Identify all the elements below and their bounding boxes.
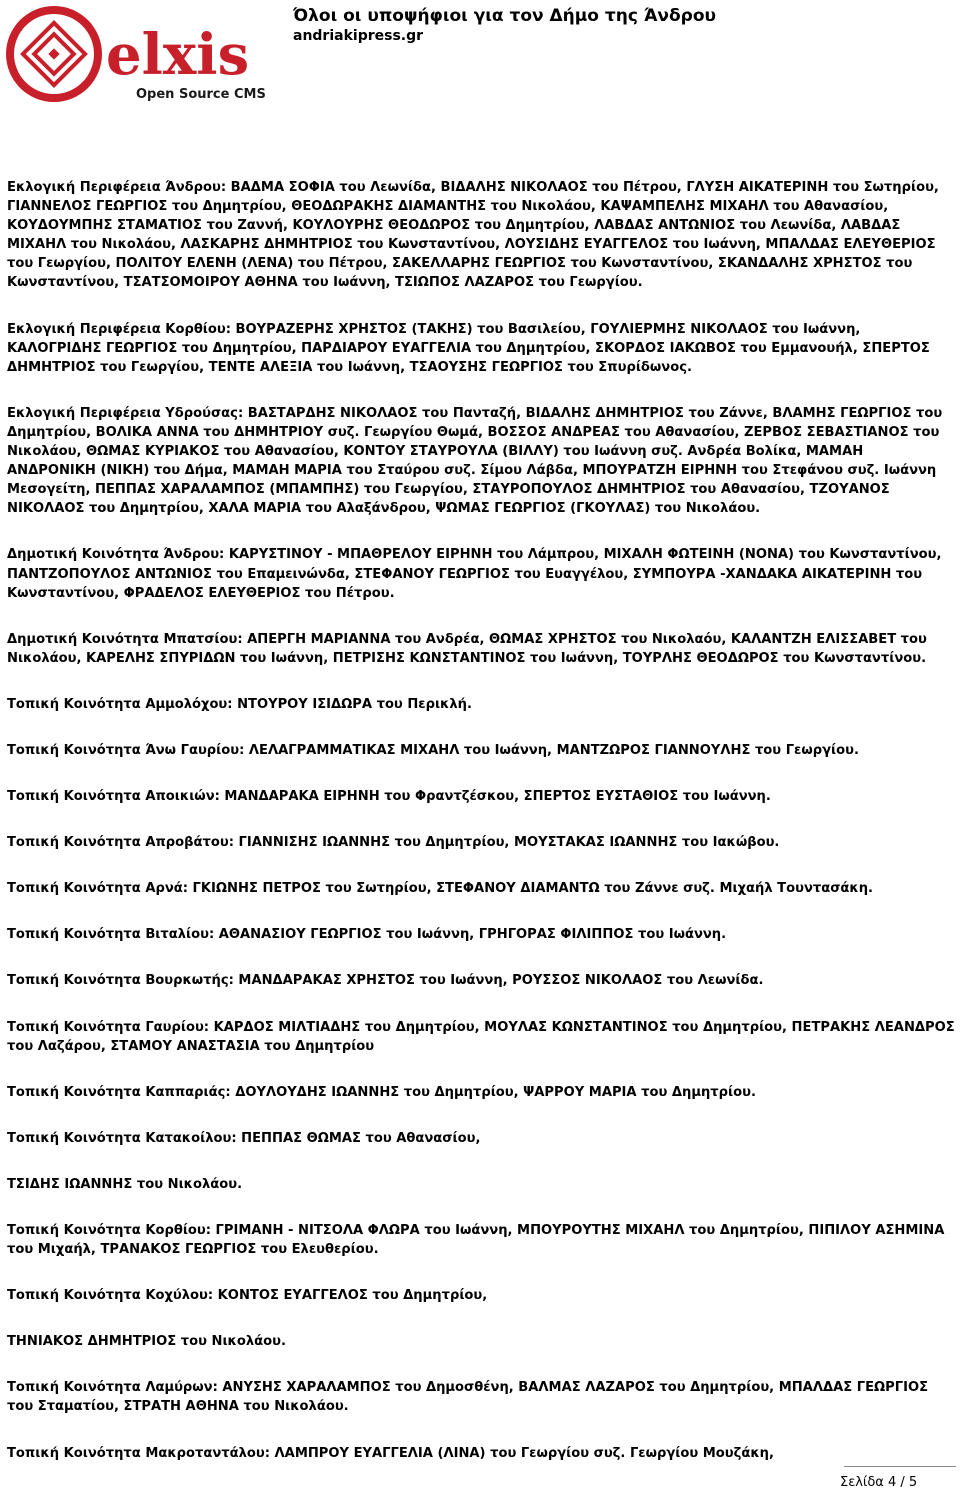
footer-divider — [844, 1466, 956, 1467]
paragraph-lamyra: Τοπική Κοινότητα Λαμύρων: ΑΝΥΣΗΣ ΧΑΡΑΛΑΜΠΟΣ του Δημοσθένη, ΒΑΛΜΑΣ ΛΑΖΑΡΟΣ του Δημητρίου, ΜΠΑΛΔΑΣ ΓΕΩΡΓΙΟΣ του Σταματίου, ΣΤΡΑΤΗ ΑΘΗΝΑ του Νικολάου. — [7, 1380, 929, 1415]
paragraph-andros-community: Δημοτική Κοινότητα Άνδρου: ΚΑΡΥΣΤΙΝΟΥ - ΜΠΑΘΡΕΛΟΥ ΕΙΡΗΝΗ του Λάμπρου, ΜΙΧΑΛΗ ΦΩΤΕΙΝΗ (ΝΟΝΑ) του Κωνσταντίνου, ΠΑΝΤΖΟΠΟΥΛΟΣ ΑΝΤΩΝΙΟΣ του Επαμεινώνδα, ΣΤΕΦΑΝΟΥ ΓΕΩΡΓΙΟΣ του Ευαγγέλου, ΣΥΜΠΟΥΡΑ -ΧΑΝΔΑΚΑ ΑΙΚΑΤΕΡΙΝΗ του Κωνσταντίνου, ΦΡΑΔΕΛΟΣ ΕΛΕΥΘΕΡΙΟΣ του Πέτρου. — [7, 547, 942, 601]
paragraph-gavrio: Τοπική Κοινότητα Γαυρίου: ΚΑΡΔΟΣ ΜΙΛΤΙΑΔΗΣ του Δημητρίου, ΜΟΥΛΑΣ ΚΩΝΣΤΑΝΤΙΝΟΣ του Δημητρίου, ΠΕΤΡΑΚΗΣ ΛΕΑΝΔΡΟΣ του Λαζάρου, ΣΤΑΜΟΥ ΑΝΑΣΤΑΣΙΑ του Δημητρίου — [7, 1019, 955, 1054]
paragraph-arna: Τοπική Κοινότητα Αρνά: ΓΚΙΩΝΗΣ ΠΕΤΡΟΣ του Σωτηρίου, ΣΤΕΦΑΝΟΥ ΔΙΑΜΑΝΤΩ του Ζάννε συζ. Μιχαήλ Τουντασάκη. — [7, 881, 874, 897]
paragraph-aprovatou: Τοπική Κοινότητα Απροβάτου: ΓΙΑΝΝΙΣΗΣ ΙΩΑΝΝΗΣ του Δημητρίου, ΜΟΥΣΤΑΚΑΣ ΙΩΑΝΝΗΣ του Ιακώβου. — [7, 835, 780, 851]
paragraph-kapparia: Τοπική Κοινότητα Καππαριάς: ΔΟΥΛΟΥΔΗΣ ΙΩΑΝΝΗΣ του Δημητρίου, ΨΑΡΡΟΥ ΜΑΡΙΑ του Δημητρίου. — [7, 1084, 756, 1100]
paragraph-batsi-community: Δημοτική Κοινότητα Μπατσίου: ΑΠΕΡΓΗ ΜΑΡΙΑΝΝΑ του Ανδρέα, ΘΩΜΑΣ ΧΡΗΣΤΟΣ του Νικολαόυ, ΚΑΛΑΝΤΖΗ ΕΛΙΣΣΑΒΕΤ του Νικολάου, ΚΑΡΕΛΗΣ ΣΠΥΡΙΔΩΝ του Ιωάννη, ΠΕΤΡΙΣΗΣ ΚΩΝΣΤΑΝΤΙΝΟΣ του Ιωάννη, ΤΟΥΡΛΗΣ ΘΕΟΔΩΡΟΣ του Κωνσταντίνου. — [7, 631, 927, 666]
page-number: Σελίδα 4 / 5 — [840, 1475, 918, 1490]
paragraph-korthi-community: Τοπική Κοινότητα Κορθίου: ΓΡΙΜΑΝΗ - ΝΙΤΣΟΛΑ ΦΛΩΡΑ του Ιωάννη, ΜΠΟΥΡΟΥΤΗΣ ΜΙΧΑΗΛ του Δημητρίου, ΠΙΠΙΛΟΥ ΑΣΗΜΙΝΑ του Μιχαήλ, ΤΡΑΝΑΚΟΣ ΓΕΩΡΓΙΟΣ του Ελευθερίου. — [7, 1223, 945, 1258]
svg-text:Open Source CMS: Open Source CMS — [136, 87, 266, 102]
paragraph-makrotantalo: Τοπική Κοινότητα Μακροταντάλου: ΛΑΜΠΡΟΥ ΕΥΑΓΓΕΛΙΑ (ΛΙΝΑ) του Γεωργίου συζ. Γεωργίου Μουζάκη, — [7, 1445, 774, 1461]
paragraph-kochylos-cont: ΤΗΝΙΑΚΟΣ ΔΗΜΗΤΡΙΟΣ του Νικολάου. — [7, 1334, 286, 1350]
paragraph-apoikies: Τοπική Κοινότητα Αποικιών: ΜΑΝΔΑΡΑΚΑ ΕΙΡΗΝΗ του Φραντζέσκου, ΣΠΕΡΤΟΣ ΕΥΣΤΑΘΙΟΣ του Ιωάννη. — [7, 789, 771, 805]
elxis-logo — [2, 2, 272, 110]
paragraph-vitali: Τοπική Κοινότητα Βιταλίου: ΑΘΑΝΑΣΙΟΥ ΓΕΩΡΓΙΟΣ του Ιωάννη, ΓΡΗΓΟΡΑΣ ΦΙΛΙΠΠΟΣ του Ιωάννη. — [7, 927, 727, 943]
site-name: andriakipress.gr — [293, 28, 424, 44]
paragraph-katakoilos-cont: ΤΣΙΔΗΣ ΙΩΑΝΝΗΣ του Νικολάου. — [7, 1176, 243, 1192]
paragraph-ydrousa-region: Εκλογική Περιφέρεια Υδρούσας: ΒΑΣΤΑΡΔΗΣ ΝΙΚΟΛΑΟΣ του Πανταζή, ΒΙΔΑΛΗΣ ΔΗΜΗΤΡΙΟΣ του Ζάννε, ΒΛΑΜΗΣ ΓΕΩΡΓΙΟΣ του Δημητρίου, ΒΟΛΙΚΑ ΑΝΝΑ του ΔΗΜΗΤΡΙΟΥ συζ. Γεωργίου Θωμά, ΒΟΣΣΟΣ ΑΝΔΡΕΑΣ του Αθανασίου, ΖΕΡΒΟΣ ΣΕΒΑΣΤΙΑΝΟΣ του Νικολάου, ΘΩΜΑΣ ΚΥΡΙΑΚΟΣ του Αθανασίου, ΚΟΝΤΟΥ ΣΤΑΥΡΟΥΛΑ (ΒΙΛΛΥ) του Ιωάννη συζ. Ανδρέα Βολίκα, ΜΑΜΑΗ ΑΝΔΡΟΝΙΚΗ (ΝΙΚΗ) του Δήμα, ΜΑΜΑΗ ΜΑΡΙΑ του Σταύρου συζ. Σίμου Λάβδα, ΜΠΟΥΡΑΤΖΗ ΕΙΡΗΝΗ του Στεφάνου συζ. Ιωάννη Μεσογείτη, ΠΕΠΠΑΣ ΧΑΡΑΛΑΜΠΟΣ (ΜΠΑΜΠΗΣ) του Γεωργίου, ΣΤΑΥΡΟΠΟΥΛΟΣ ΔΗΜΗΤΡΙΟΣ του Αθανασίου, ΤΖΟΥΑΝΟΣ ΝΙΚΟΛΑΟΣ του Δημητρίου, ΧΑΛΑ ΜΑΡΙΑ του Αλαξάνδρου, ΨΩΜΑΣ ΓΕΩΡΓΙΟΣ (ΓΚΟΥΛΑΣ) του Νικολάου. — [7, 405, 943, 517]
document-body — [7, 178, 955, 1490]
paragraph-ano-gavrio: Τοπική Κοινότητα Άνω Γαυρίου: ΛΕΛΑΓΡΑΜΜΑΤΙΚΑΣ ΜΙΧΑΗΛ του Ιωάννη, ΜΑΝΤΖΩΡΟΣ ΓΙΑΝΝΟΥΛΗΣ του Γεωργίου. — [7, 742, 859, 758]
paragraph-vourkoti: Τοπική Κοινότητα Βουρκωτής: ΜΑΝΔΑΡΑΚΑΣ ΧΡΗΣΤΟΣ του Ιωάννη, ΡΟΥΣΣΟΣ ΝΙΚΟΛΑΟΣ του Λεωνίδα. — [7, 973, 764, 989]
paragraph-andros-region: Εκλογική Περιφέρεια Άνδρου: ΒΑΔΜΑ ΣΟΦΙΑ του Λεωνίδα, ΒΙΔΑΛΗΣ ΝΙΚΟΛΑΟΣ του Πέτρου, ΓΛΥΣΗ ΑΙΚΑΤΕΡΙΝΗ του Σωτηρίου, ΓΙΑΝΝΕΛΟΣ ΓΕΩΡΓΙΟΣ του Δημητρίου, ΘΕΟΔΩΡΑΚΗΣ ΔΙΑΜΑΝΤΗΣ του Νικολάου, ΚΑΨΑΜΠΕΛΗΣ ΜΙΧΑΗΛ του Αθανασίου, ΚΟΥΔΟΥΜΠΗΣ ΣΤΑΜΑΤΙΟΣ του Ζαννή, ΚΟΥΛΟΥΡΗΣ ΘΕΟΔΩΡΟΣ του Δημητρίου, ΛΑΒΔΑΣ ΑΝΤΩΝΙΟΣ του Λεωνίδα, ΛΑΒΔΑΣ ΜΙΧΑΗΛ του Νικολάου, ΛΑΣΚΑΡΗΣ ΔΗΜΗΤΡΙΟΣ του Κωνσταντίνου, ΛΟΥΣΙΔΗΣ ΕΥΑΓΓΕΛΟΣ του Ιωάννη, ΜΠΑΛΔΑΣ ΕΛΕΥΘΕΡΙΟΣ του Γεωργίου, ΠΟΛΙΤΟΥ ΕΛΕΝΗ (ΛΕΝΑ) του Πέτρου, ΣΑΚΕΛΛΑΡΗΣ ΓΕΩΡΓΙΟΣ του Κωνσταντίνου, ΣΚΑΝΔΑΛΗΣ ΧΡΗΣΤΟΣ του Κωνσταντίνου, ΤΣΑΤΣΟΜΟΙΡΟΥ ΑΘΗΝΑ του Ιωάννη, ΤΣΙΩΠΟΣ ΛΑΖΑΡΟΣ του Γεωργίου. — [7, 180, 939, 291]
svg-text:elxis: elxis — [106, 22, 250, 88]
paragraph-katakoilos: Τοπική Κοινότητα Κατακοίλου: ΠΕΠΠΑΣ ΘΩΜΑΣ του Αθανασίου, — [7, 1130, 481, 1146]
page-header — [0, 0, 960, 120]
paragraph-ammolochos: Τοπική Κοινότητα Αμμολόχου: ΝΤΟΥΡΟΥ ΙΣΙΔΩΡΑ του Περικλή. — [7, 696, 472, 712]
document-title: Όλοι οι υποψήφιοι για τον Δήμο της Άνδρου — [293, 6, 716, 26]
paragraph-kochylos: Τοπική Κοινότητα Κοχύλου: ΚΟΝΤΟΣ ΕΥΑΓΓΕΛΟΣ του Δημητρίου, — [7, 1288, 488, 1304]
paragraph-korthi-region: Εκλογική Περιφέρεια Κορθίου: ΒΟΥΡΑΖΕΡΗΣ ΧΡΗΣΤΟΣ (ΤΑΚΗΣ) του Βασιλείου, ΓΟΥΛΙΕΡΜΗΣ ΝΙΚΟΛΑΟΣ του Ιωάννη, ΚΑΛΟΓΡΙΔΗΣ ΓΕΩΡΓΙΟΣ του Δημητρίου, ΠΑΡΔΙΑΡΟΥ ΕΥΑΓΓΕΛΙΑ του Δημητρίου, ΣΚΟΡΔΟΣ ΙΑΚΩΒΟΣ του Εμμανουήλ, ΣΠΕΡΤΟΣ ΔΗΜΗΤΡΙΟΣ του Γεωργίου, ΤΕΝΤΕ ΑΛΕΞΙΑ του Ιωάννη, ΤΣΑΟΥΣΗΣ ΓΕΩΡΓΙΟΣ του Σπυρίδωνος. — [7, 321, 930, 375]
